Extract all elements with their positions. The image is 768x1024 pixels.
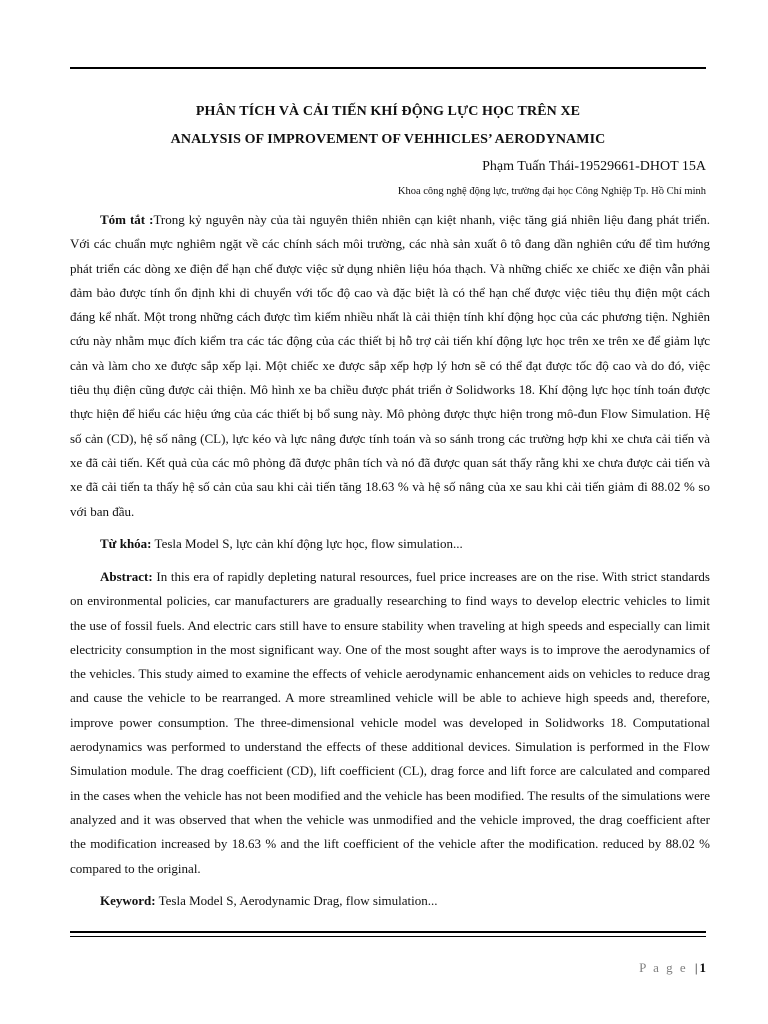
abstract-vi-label: Tóm tắt : [100,212,154,227]
abstract-en-text: In this era of rapidly depleting natural resources, fuel price increases are on the rise. With strict standards on environmental policies, car manufacturers are gradually researching to find ways to develop electric vehicles to limit the use of fossil fuels. And electric cars still have to ensure stability when traveling at high speeds and especially can limit electricity consumption in the most significant way. One of the most sought after ways is to improve the aerodynamics of the vehicles. This study aimed to examine the effects of vehicle aerodynamic enhancement aids on vehicles to reduce drag and cause the vehicle to be rearranged. A more streamlined vehicle will be able to achieve high speeds and, therefore, improve power consumption. The three-dimensional vehicle model was developed in Solidworks 18. Computational aerodynamics was performed to understand the effects of these additional devices. Simulation is performed in the Flow Simulation module. The drag coefficient (CD), lift coefficient (CL), drag force and lift force are calculated and compared in the cases when the vehicle has not been modified and the vehicle has been modified. The results of the simulations were analyzed and it was observed that when the vehicle was unmodified and the vehicle improved, the drag coefficient after the modification increased by 18.63 % and the lift coefficient of the vehicle after the modification. reduced by 88.02 % compared to the original. [70,569,710,876]
footer-rule-thin [70,936,706,937]
page-number: 1 [699,960,706,975]
keywords-en-text: Tesla Model S, Aerodynamic Drag, flow simulation... [155,893,438,908]
page-footer [639,960,706,976]
affiliation-line: Khoa công nghệ động lực, trường đại học Công Nghiệp Tp. Hồ Chí minh [397,186,706,197]
abstract-english [70,565,710,881]
abstract-en-label: Abstract: [100,569,153,584]
title-vietnamese: PHÂN TÍCH VÀ CẢI TIẾN KHÍ ĐỘNG LỰC HỌC TRÊN XE [195,104,581,119]
header-rule [70,67,706,69]
keywords-english [70,889,710,913]
title-english: ANALYSIS OF IMPROVEMENT OF VEHHICLES’ AERODYNAMIC [170,132,606,147]
keywords-en-label: Keyword: [100,893,156,908]
author-line: Phạm Tuấn Thái-19529661-DHOT 15A [482,159,706,174]
abstract-vi-text: Trong kỷ nguyên này của tài nguyên thiên nhiên cạn kiệt nhanh, việc tăng giá nhiên liệu đang phát triển. Với các chuẩn mực nghiêm ngặt về các chính sách môi trường, các nhà sản xuất ô tô đang dần nghiên cứu để tìm hướng phát triển các dòng xe điện để hạn chế được việc sử dụng nhiên liệu hóa thạch. Và những chiếc xe chiếc xe điện vẫn phải đảm bảo được tính ổn định khi di chuyển với tốc độ cao và đặc biệt là có thể hạn chế được việc tiêu thụ điện một cách đáng kể nhất. Một trong những cách được tìm kiếm nhiều nhất là cải thiện tính khí động học của các phương tiện. Nghiên cứu này nhằm mục đích kiểm tra các tác động của các thiết bị hỗ trợ cải tiến khí động lực học trên xe trên xe để giảm lực cản và làm cho xe được sắp xếp lại. Một chiếc xe được sắp xếp hợp lý hơn sẽ có thể đạt được tốc độ cao và do đó, việc tiêu thụ điện cũng được cải thiện. Mô hình xe ba chiều được phát triển ở Solidworks 18. Khí động lực học tính toán được thực hiện để hiểu các hiệu ứng của các thiết bị bổ sung này. Mô phỏng được thực hiện trong mô-đun Flow Simulation. Hệ số cản (CD), hệ số nâng (CL), lực kéo và lực nâng được tính toán và so sánh trong các trường hợp khi xe chưa cải tiến và xe đã cải tiến. Kết quả của các mô phỏng đã được phân tích và nó đã được quan sát thấy rằng khi xe chưa được cải tiến và xe đã cải tiến ta thấy hệ số cản của sau khi cải tiến tăng 18.63 % và hệ số nâng của xe sau khi cải tiến giảm đi 88.02 % so với ban đầu. [70,212,710,519]
page-label: P a g e [639,960,688,975]
page-separator: | [694,960,700,975]
abstract-vietnamese [70,208,710,524]
footer-rule-thick [70,931,706,933]
keywords-vietnamese [70,532,710,556]
keywords-vi-label: Từ khóa: [100,536,152,551]
keywords-vi-text: Tesla Model S, lực cản khí động lực học, flow simulation... [151,536,463,551]
